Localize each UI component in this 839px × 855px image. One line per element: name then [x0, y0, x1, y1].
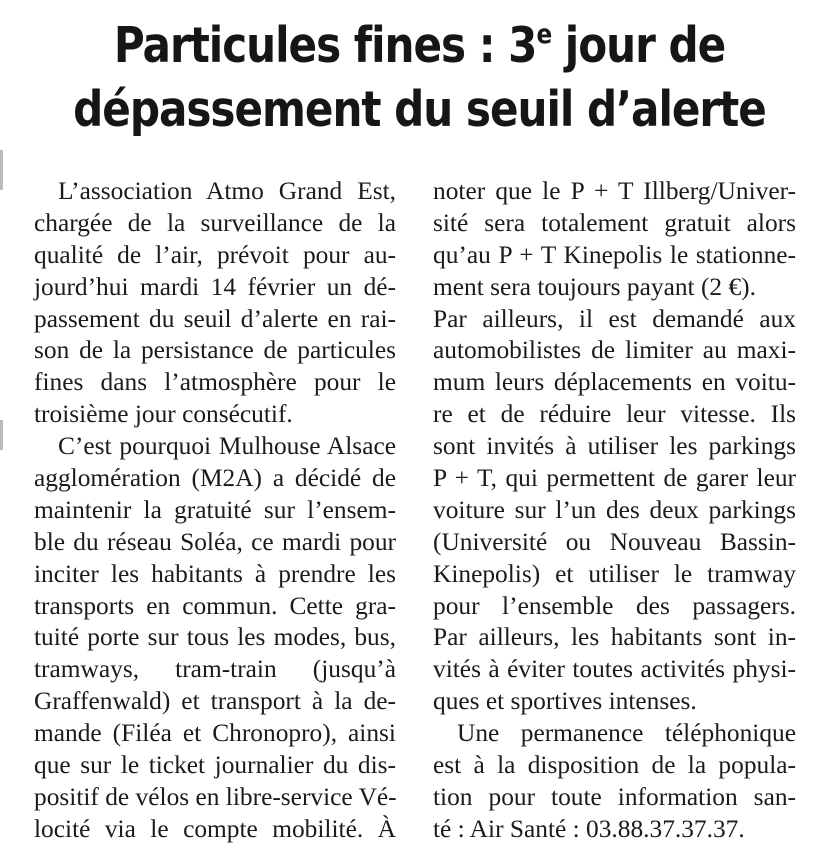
text-line: ques et sportives intenses. — [433, 687, 697, 716]
text-line: troisième jour consécutif. — [34, 400, 293, 429]
text-line: Graffenwald) et transport à la de- — [34, 687, 396, 716]
text-line: fines dans l’atmosphère pour le — [34, 368, 396, 397]
text-line: sité sera totalement gratuit alors — [433, 208, 796, 237]
article-column-left — [34, 176, 396, 846]
ordinal-superscript: e — [536, 19, 552, 51]
text-line: ble du réseau Soléa, ce mardi pour — [34, 527, 396, 556]
headline-line: Particules fines : 3e jour de — [113, 17, 726, 74]
text-line: positif de vélos en libre-service Vé- — [34, 782, 397, 811]
text-line: qualité de l’air, prévoit pour au- — [34, 240, 396, 269]
text-line: re et de réduire leur vitesse. Ils — [433, 400, 796, 429]
text-line: jourd’hui mardi 14 février un dé- — [34, 272, 396, 301]
text-line: vités à éviter toutes activités physi- — [433, 655, 796, 684]
text-line: Une permanence téléphonique — [457, 719, 796, 748]
text-line: est à la disposition de la popula- — [433, 751, 796, 780]
text-line: mum leurs déplacements en voitu- — [433, 368, 796, 397]
text-line: tramways, tram-train (jusqu’à — [34, 655, 396, 684]
text-line: tuité porte sur tous les modes, bus, — [34, 623, 396, 652]
text-line: tion pour toute information san- — [433, 782, 796, 811]
text-line: L’association Atmo Grand Est, — [58, 177, 396, 205]
text-line: (Université ou Nouveau Bassin- — [433, 527, 796, 556]
article-headline — [59, 14, 781, 142]
text-line: maintenir la gratuité sur l’ensem- — [34, 495, 396, 524]
text-line: mande (Filéa et Chronopro), ainsi — [34, 719, 396, 748]
page-edge-mark — [0, 150, 3, 190]
text-line: passement du seuil d’alerte en rai- — [34, 304, 396, 333]
text-line: chargée de la surveillance de la — [34, 208, 396, 237]
text-line: té : Air Santé : 03.88.37.37.37. — [433, 814, 745, 843]
text-line: Par ailleurs, il est demandé aux — [433, 304, 796, 333]
text-line: noter que le P + T Illberg/Univer- — [433, 177, 796, 205]
page-edge-mark — [0, 420, 3, 450]
text-line: ment sera toujours payant (2 €). — [433, 272, 756, 301]
text-line: qu’au P + T Kinepolis le stationne- — [433, 240, 796, 269]
text-line: locité via le compte mobilité. À — [34, 814, 396, 843]
text-line: son de la persistance de particules — [34, 336, 396, 365]
text-line: automobilistes de limiter au maxi- — [433, 336, 796, 365]
text-line: que sur le ticket journalier du dis- — [34, 751, 396, 780]
text-line: P + T, qui permettent de garer leur — [433, 464, 796, 493]
text-line: Kinepolis) et utiliser le tramway — [433, 559, 796, 588]
text-line: voiture sur l’un des deux parkings — [433, 495, 796, 524]
text-line: Par ailleurs, les habitants sont in- — [433, 623, 796, 652]
text-line: transports en commun. Cette gra- — [34, 591, 396, 620]
article-column-right — [433, 176, 796, 846]
text-line: agglomération (M2A) a décidé de — [34, 464, 396, 493]
text-line: inciter les habitants à prendre les — [34, 559, 396, 588]
text-line: sont invités à utiliser les parkings — [433, 432, 796, 461]
headline-line: dépassement du seuil d’alerte — [73, 81, 766, 138]
text-line: pour l’ensemble des passagers. — [433, 591, 796, 620]
text-line: C’est pourquoi Mulhouse Alsace — [58, 432, 396, 461]
